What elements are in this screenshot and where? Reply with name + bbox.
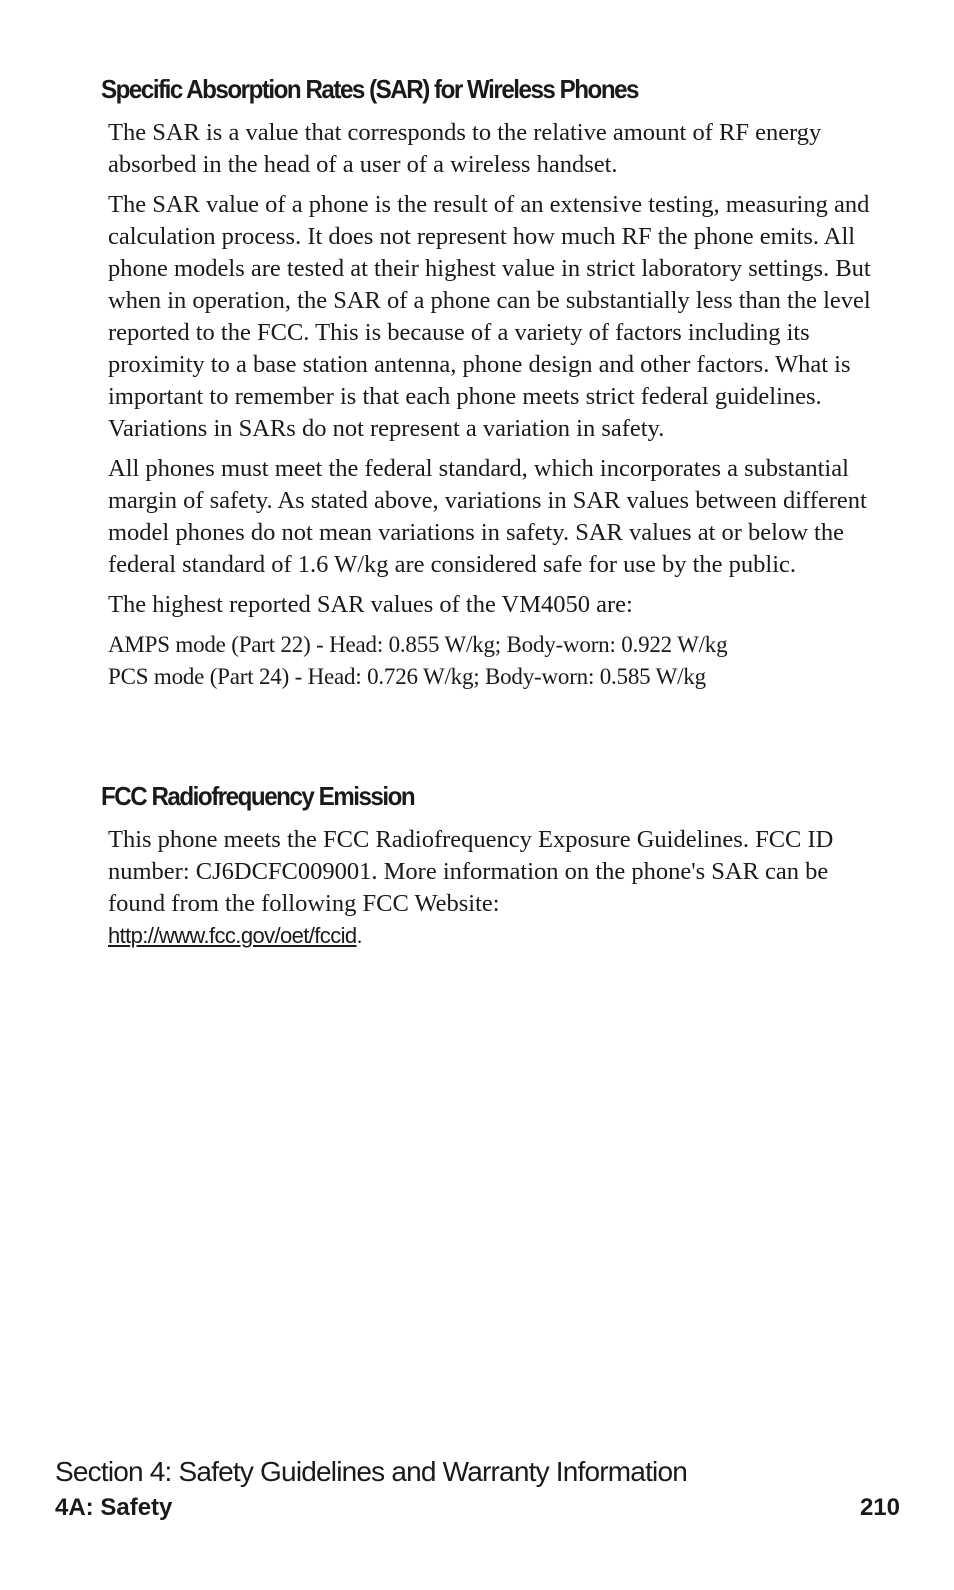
fcc-website-link[interactable]: http://www.fcc.gov/oet/fccid [108, 923, 357, 948]
sar-paragraph-1: The SAR is a value that corresponds to the relative amount of RF energy absorbed in the head of a user of a wireless handset. [108, 119, 822, 178]
fcc-section-body [108, 824, 878, 952]
fcc-paragraph: This phone meets the FCC Radiofrequency Exposure Guidelines. FCC ID number: CJ6DCFC009001. More information on the phone's SAR can be found from the following FCC Website: [108, 826, 834, 917]
sar-value-pcs: PCS mode (Part 24) - Head: 0.726 W/kg; Body-worn: 0.585 W/kg [108, 664, 706, 689]
sar-value-amps: AMPS mode (Part 22) - Head: 0.855 W/kg; Body-worn: 0.922 W/kg [108, 632, 728, 657]
sar-paragraph-4: The highest reported SAR values of the VM4050 are: [108, 591, 633, 618]
fcc-link-line [108, 920, 878, 952]
fcc-section-heading: FCC Radiofrequency Emission [101, 781, 415, 811]
fcc-link-period: . [356, 923, 363, 948]
footer-subsection: 4A: Safety [55, 1494, 173, 1521]
sar-paragraph-2: The SAR value of a phone is the result of an extensive testing, measuring and calculation process. It does not represent how much RF the phone emits. All phone models are tested at their highest value in strict laboratory settings. But when in operation, the SAR of a phone can be substantially less than the level reported to the FCC. This is because of a variety of factors including its proximity to a base station antenna, phone design and other factors. What is important to remember is that each phone meets strict federal guidelines. Variations in SARs do not represent a variation in safety. [108, 191, 871, 442]
sar-values-list [108, 629, 878, 693]
sar-paragraph-3: All phones must meet the federal standard, which incorporates a substantial margin of safety. As stated above, variations in SAR values between different model phones do not mean variations in safety. SAR values at or below the federal standard of 1.6 W/kg are considered safe for use by the public. [108, 455, 867, 578]
sar-section-body [108, 117, 878, 693]
sar-section-heading: Specific Absorption Rates (SAR) for Wireless Phones [101, 74, 639, 104]
page-number: 210 [859, 1494, 900, 1521]
footer-section-title: Section 4: Safety Guidelines and Warranty Information [55, 1456, 688, 1487]
